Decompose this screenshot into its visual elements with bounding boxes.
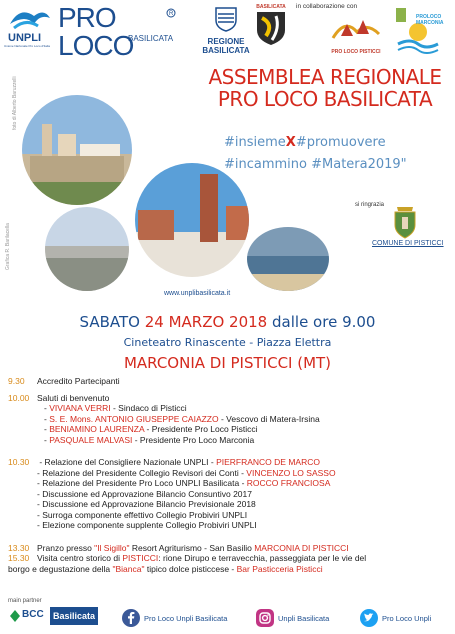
thanks-label: si ringrazia bbox=[355, 202, 385, 208]
place-name: PISTICCI bbox=[122, 553, 159, 563]
comune-label: COMUNE DI PISTICCI bbox=[372, 240, 444, 247]
event-venue: Cineteatro Rinascente - Piazza Elettra bbox=[123, 336, 332, 349]
event-title bbox=[200, 66, 450, 110]
agenda-item bbox=[8, 468, 453, 479]
event-date bbox=[0, 313, 455, 331]
proloco-pisticci-label: PRO LOCO PISTICCI bbox=[331, 49, 381, 55]
agenda-item bbox=[8, 564, 453, 575]
agenda-text: - Relazione del Presidente Collegio Revisori dei Conti - bbox=[37, 467, 247, 478]
guest-row: - PASQUALE MALVASI - Presidente Pro Loco Marconia bbox=[44, 434, 255, 445]
graphic-credit: Grafica R. Barilacella bbox=[5, 223, 11, 270]
place-name: MARCONIA DI PISTICCI bbox=[254, 542, 349, 553]
guest-role: - Presidente Pro Loco Pisticci bbox=[144, 424, 258, 434]
agenda-item bbox=[8, 553, 453, 564]
title-line1: ASSEMBLEA REGIONALE bbox=[208, 65, 442, 89]
agenda-text: Resort Agriturismo - San Basilio bbox=[129, 542, 255, 553]
guest-row: - VIVIANA VERRI - Sindaco di Pisticci bbox=[44, 403, 187, 413]
basilicata-shield-logo bbox=[254, 4, 288, 48]
regione-logo bbox=[200, 6, 252, 54]
agenda-item: - Elezione componente supplente Collegio Probiviri UNPLI bbox=[37, 520, 257, 530]
facebook-icon bbox=[122, 609, 140, 627]
bcc-label: BCC bbox=[22, 609, 44, 620]
agenda-item bbox=[8, 478, 453, 489]
regione-crest-icon bbox=[214, 6, 238, 32]
photo-aerial-view bbox=[44, 206, 130, 292]
agenda-item: - Discussione ed Approvazione Bilancio Previsionale 2018 bbox=[37, 499, 256, 509]
agenda-text: - Relazione del Presidente Pro Loco UNPLI Basilicata - bbox=[37, 478, 247, 488]
bcc-icon bbox=[8, 608, 22, 624]
speaker-name: ROCCO FRANCIOSA bbox=[246, 478, 331, 488]
agenda-item: - Surroga componente effettivo Collegio Probiviri UNPLI bbox=[37, 509, 248, 520]
guest-role: - Presidente Pro Loco Marconia bbox=[132, 434, 255, 445]
facebook-label: Pro Loco Unpli Basilicata bbox=[144, 613, 228, 623]
basilicata-partner: Basilicata bbox=[50, 607, 98, 625]
comune-crest-icon bbox=[392, 205, 418, 239]
agenda-time: 9.30 bbox=[8, 376, 25, 386]
agenda-text: borgo e degustazione della bbox=[8, 563, 113, 574]
bcc-logo bbox=[8, 607, 48, 625]
agenda-item bbox=[8, 543, 453, 554]
agenda-text: Saluti di benvenuto bbox=[37, 392, 110, 403]
proloco-marconia-label: PROLOCO MARCONIA bbox=[416, 14, 444, 26]
agenda-time: 13.30 bbox=[8, 542, 30, 553]
proloco-name: PRO LOCO bbox=[58, 2, 134, 61]
hashtag-line2: #incammino #Matera2019" bbox=[224, 157, 407, 172]
agenda-text: - Relazione del Consigliere Nazionale UNPLI - bbox=[37, 457, 217, 467]
photo-sea bbox=[246, 226, 330, 292]
basilicata-small: BASILICATA bbox=[256, 4, 286, 10]
bar-name: Bar Pasticceria Pisticci bbox=[236, 563, 323, 574]
agenda-text: : rione Dirupo e terravecchia, passeggiata per le vie del bbox=[158, 553, 367, 563]
guest-role: - Sindaco di Pisticci bbox=[110, 403, 187, 413]
instagram-label: Unpli Basilicata bbox=[278, 613, 330, 623]
twitter-link[interactable] bbox=[360, 609, 431, 627]
speaker-name: VINCENZO LO SASSO bbox=[246, 467, 336, 478]
unpli-sub: Unione Nazionale Pro Loco d'Italia bbox=[4, 44, 50, 48]
agenda-item bbox=[8, 376, 453, 387]
photo-marconia-square bbox=[134, 162, 250, 278]
agenda-time: 10.00 bbox=[8, 392, 30, 403]
agenda-text: Visita centro storico di bbox=[37, 553, 123, 563]
proloco-marconia-logo bbox=[392, 6, 444, 54]
agenda-time: 15.30 bbox=[8, 553, 30, 563]
unpli-label: UNPLI bbox=[8, 32, 41, 44]
main-partner-label: main partner bbox=[8, 598, 42, 604]
twitter-label: Pro Loco Unpli bbox=[382, 613, 432, 623]
title-line2: PRO LOCO BASILICATA bbox=[217, 87, 433, 111]
agenda-text: Accredito Partecipanti bbox=[37, 376, 120, 386]
product-name: "Bianca" bbox=[112, 563, 145, 574]
photo-pisticci-town bbox=[20, 94, 134, 206]
agenda-item bbox=[8, 457, 453, 468]
unpli-logo bbox=[4, 2, 56, 50]
guest-row: - S. E. Mons. ANTONIO GIUSEPPE CAIAZZO - Vescovo di Matera-Irsina bbox=[44, 413, 320, 424]
agenda-item: - Discussione ed Approvazione Bilancio Consuntivo 2017 bbox=[37, 488, 252, 499]
agenda-time: 10.30 bbox=[8, 457, 30, 467]
instagram-link[interactable] bbox=[256, 609, 329, 627]
hashtag-insieme: #insieme bbox=[224, 135, 286, 150]
guest-name: PASQUALE MALVASI bbox=[49, 434, 133, 445]
agenda-item bbox=[8, 393, 453, 404]
proloco-logo bbox=[58, 2, 188, 61]
hashtag-x: X bbox=[285, 135, 296, 150]
speaker-name: PIERFRANCO DE MARCO bbox=[216, 457, 320, 467]
event-city: MARCONIA DI PISTICCI (MT) bbox=[123, 354, 332, 372]
proloco-pisticci-logo bbox=[328, 12, 384, 56]
agenda-text: Pranzo presso bbox=[37, 542, 95, 553]
agenda-text: tipico dolce pisticcese - bbox=[144, 563, 237, 574]
guest-name: S. E. Mons. ANTONIO GIUSEPPE CAIAZZO bbox=[49, 413, 219, 424]
venue-name: "Il Sigillo" bbox=[94, 542, 130, 553]
instagram-icon bbox=[256, 609, 274, 627]
proloco-region: BASILICATA bbox=[128, 34, 174, 43]
hashtags bbox=[224, 132, 454, 176]
guest-name: BENIAMINO LAURENZA bbox=[49, 424, 145, 434]
guest-row: - BENIAMINO LAURENZA - Presidente Pro Loco Pisticci bbox=[44, 424, 258, 434]
regione-line2: BASILICATA bbox=[202, 46, 250, 55]
hashtag-promuovere: #promuovere bbox=[295, 135, 386, 150]
twitter-icon bbox=[360, 609, 378, 627]
website-link[interactable]: www.unplibasilicata.it bbox=[164, 290, 231, 297]
regione-line1: REGIONE bbox=[207, 37, 245, 46]
agenda bbox=[8, 376, 453, 574]
date-suffix: dalle ore 9.00 bbox=[272, 313, 376, 331]
guest-name: VIVIANA VERRI bbox=[49, 403, 111, 413]
photo-credit: foto di Alberto Baruzzelli bbox=[12, 76, 18, 130]
guest-role: - Vescovo di Matera-Irsina bbox=[218, 413, 320, 424]
svg-text:R: R bbox=[169, 11, 174, 17]
collab-text: in collaborazione con bbox=[296, 3, 358, 10]
facebook-link[interactable] bbox=[122, 609, 227, 627]
date-value: 24 MARZO 2018 bbox=[144, 313, 268, 331]
date-prefix: SABATO bbox=[79, 313, 140, 331]
